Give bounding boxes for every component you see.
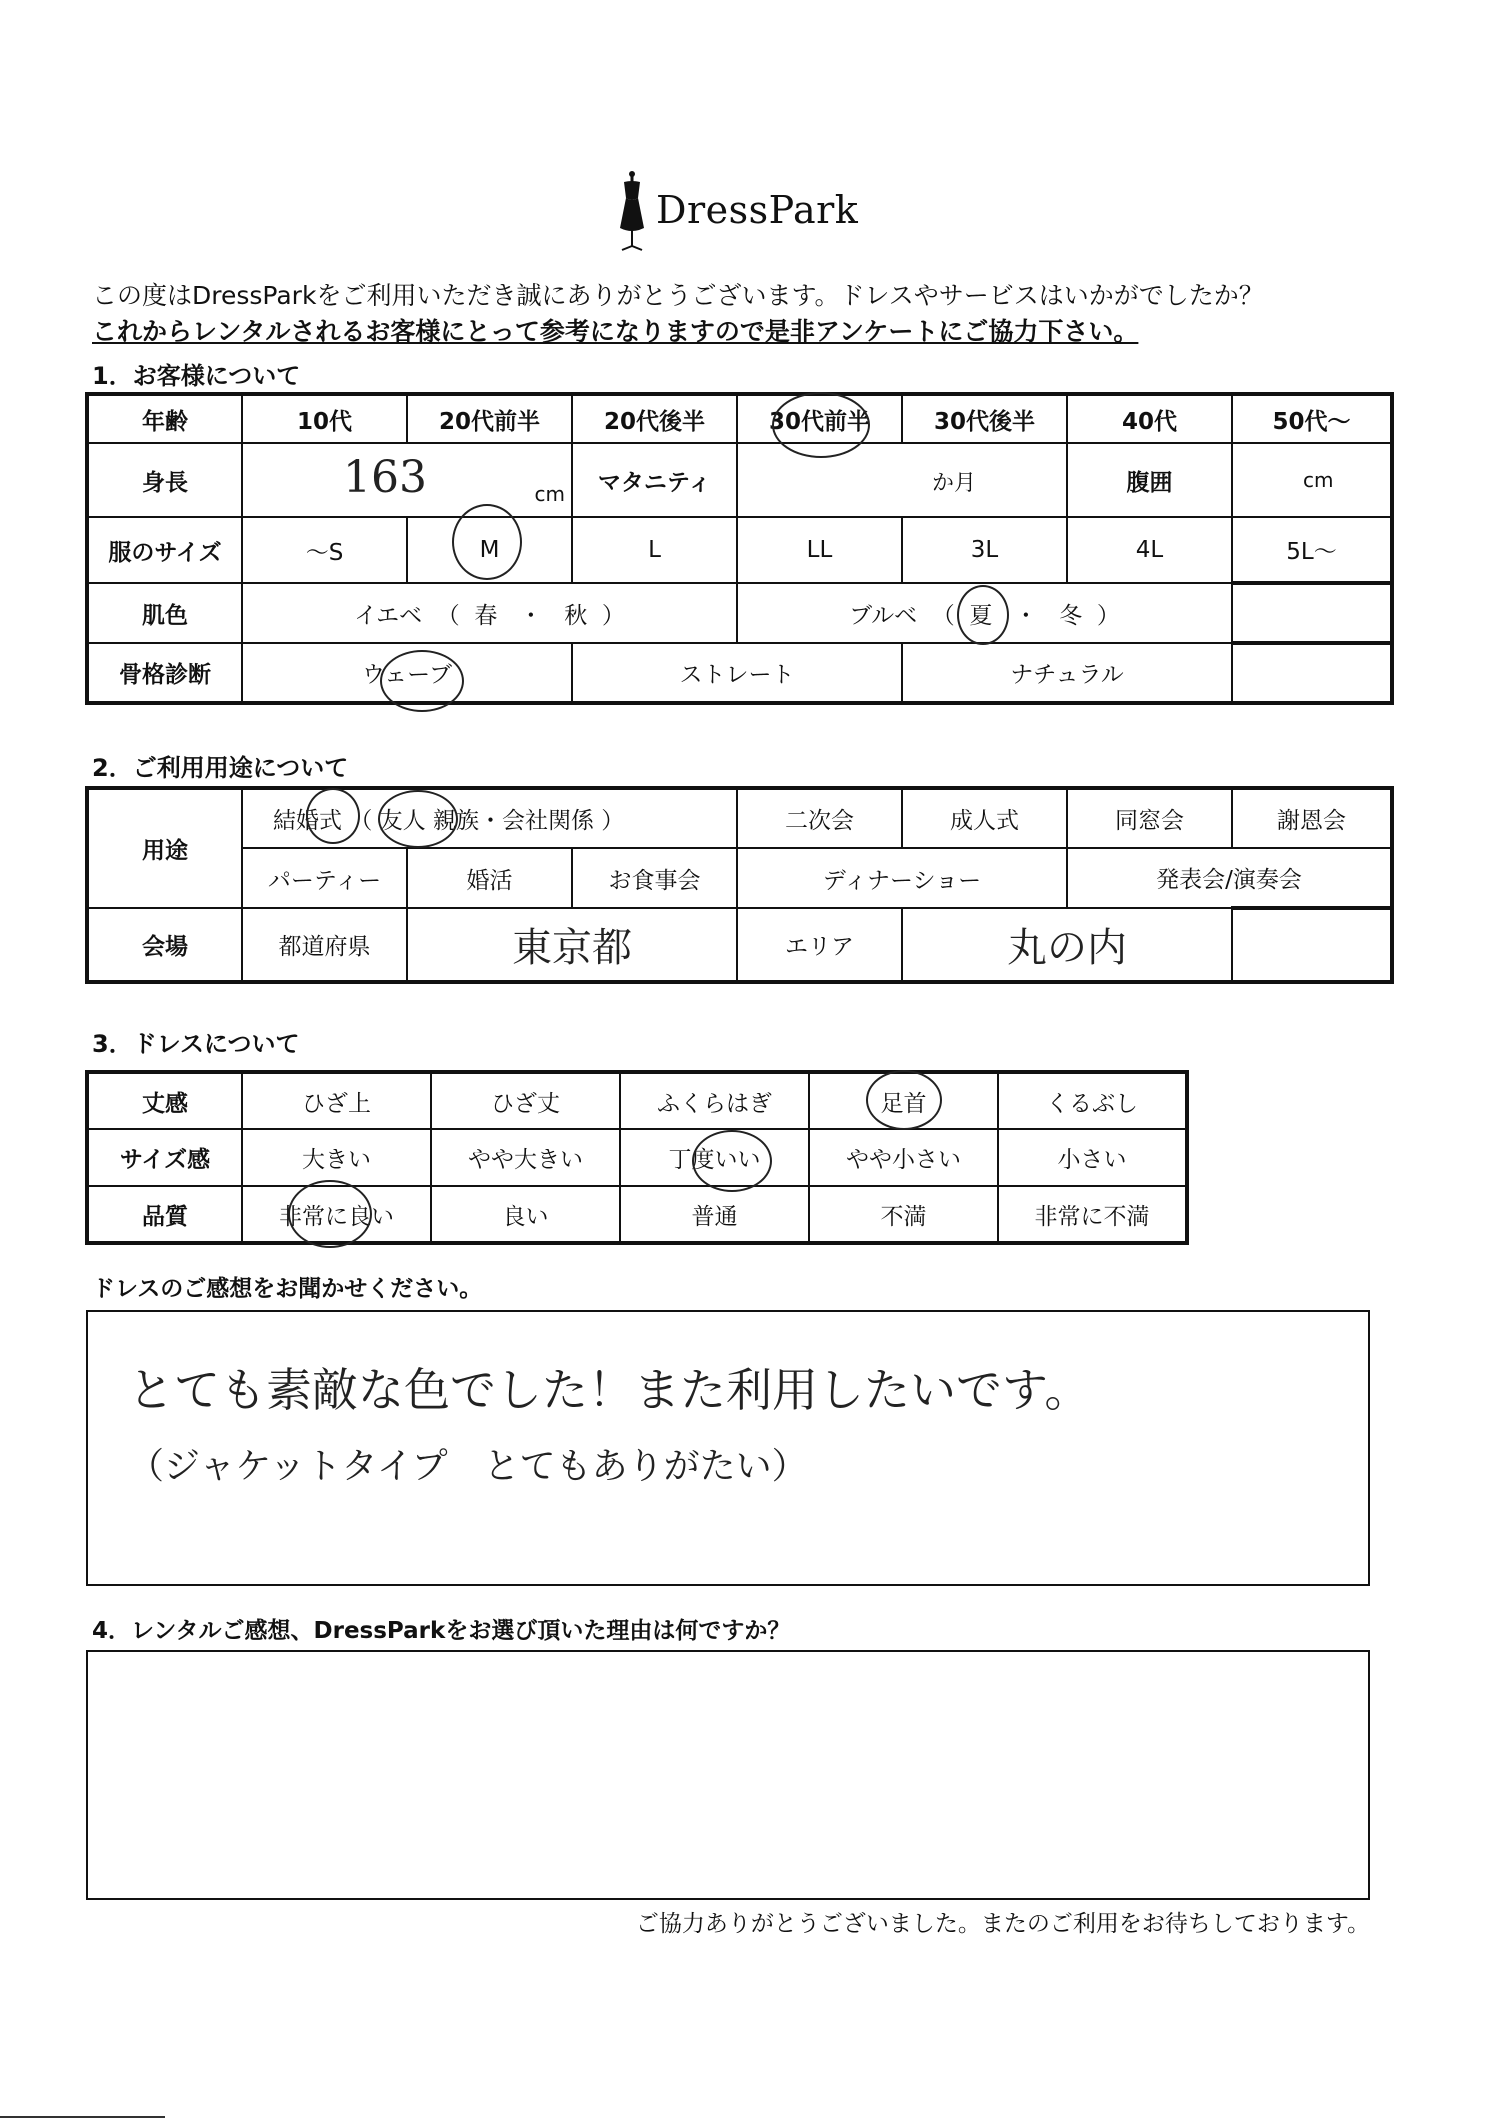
age-option-late-30s[interactable]: 30代後半 bbox=[902, 394, 1067, 443]
customer-table bbox=[85, 392, 1394, 705]
waist-field[interactable] bbox=[1232, 443, 1392, 517]
frame-option-wave[interactable]: ウェーブ bbox=[242, 643, 572, 703]
quality-option-poor[interactable]: 不満 bbox=[809, 1186, 998, 1243]
dress-comment-line-2: （ジャケットタイプ とてもありがたい） bbox=[128, 1446, 808, 1487]
skin-blue-separator: ・ bbox=[1014, 602, 1038, 629]
dress-comment-prompt: ドレスのご感想をお聞かせください。 bbox=[92, 1276, 483, 1302]
maternity-unit: か月 bbox=[931, 471, 976, 496]
venue-pref-value: 東京都 bbox=[512, 925, 632, 971]
venue-label: 会場 bbox=[87, 908, 242, 982]
rental-comment-box[interactable] bbox=[86, 1650, 1370, 1900]
usage-option-coming-of-age[interactable]: 成人式 bbox=[902, 788, 1067, 848]
skin-blue-close: ） bbox=[1096, 602, 1120, 629]
fit-option-large[interactable]: 大きい bbox=[242, 1129, 431, 1186]
quality-row bbox=[87, 1186, 1187, 1243]
usage-option-reunion[interactable]: 同窓会 bbox=[1067, 788, 1232, 848]
skin-label: 肌色 bbox=[87, 583, 242, 643]
fit-option-just-right[interactable]: 丁度いい bbox=[620, 1129, 809, 1186]
size-option-4l[interactable]: 4L bbox=[1067, 517, 1232, 583]
section-4-title: 4．レンタルご感想、DressParkをお選び頂いた理由は何ですか？ bbox=[92, 1618, 791, 1644]
age-option-40s[interactable]: 40代 bbox=[1067, 394, 1232, 443]
usage-option-party[interactable]: パーティー bbox=[242, 848, 407, 908]
usage-option-thank-you-party[interactable]: 謝恩会 bbox=[1232, 788, 1392, 848]
intro-line-2: これからレンタルされるお客様にとって参考になりますので是非アンケートにご協力下さい。 bbox=[92, 317, 1139, 346]
section-2-title: 2．ご利用用途について bbox=[92, 754, 349, 782]
age-option-50s-plus[interactable]: 50代～ bbox=[1232, 394, 1392, 443]
brand-logo bbox=[612, 168, 872, 252]
length-row bbox=[87, 1072, 1187, 1129]
quality-option-very-good[interactable]: 非常に良い bbox=[242, 1186, 431, 1243]
maternity-label: マタニティ bbox=[572, 443, 737, 517]
skin-row bbox=[87, 583, 1392, 643]
size-label: 服のサイズ bbox=[87, 517, 242, 583]
age-option-early-20s[interactable]: 20代前半 bbox=[407, 394, 572, 443]
usage-wedding-open: （ bbox=[349, 808, 373, 834]
age-option-late-20s[interactable]: 20代後半 bbox=[572, 394, 737, 443]
size-row bbox=[87, 517, 1392, 583]
frame-label: 骨格診断 bbox=[87, 643, 242, 703]
size-option-ll[interactable]: LL bbox=[737, 517, 902, 583]
length-option-below-ankle[interactable]: くるぶし bbox=[998, 1072, 1187, 1129]
length-option-above-knee[interactable]: ひざ上 bbox=[242, 1072, 431, 1129]
dress-comment-box[interactable] bbox=[86, 1310, 1370, 1586]
dress-comment-line-1: とても素敵な色でした！また利用したいです。 bbox=[128, 1363, 1091, 1417]
section-1-title: 1．お客様について bbox=[92, 362, 301, 390]
usage-option-recital[interactable]: 発表会/演奏会 bbox=[1067, 848, 1392, 908]
skin-yellow-open: （ bbox=[436, 602, 460, 629]
skin-option-winter[interactable]: 冬 bbox=[1059, 602, 1083, 629]
skin-yellow-options bbox=[242, 583, 737, 643]
skin-blue-options bbox=[737, 583, 1232, 643]
height-field[interactable] bbox=[242, 443, 572, 517]
skin-blue-open: （ bbox=[931, 602, 955, 629]
venue-area-label: エリア bbox=[737, 908, 902, 982]
fit-option-small[interactable]: 小さい bbox=[998, 1129, 1187, 1186]
fit-option-slightly-small[interactable]: やや小さい bbox=[809, 1129, 998, 1186]
skin-yellow-label: イエベ bbox=[354, 602, 423, 629]
venue-area-field[interactable] bbox=[902, 908, 1232, 982]
maternity-field[interactable] bbox=[737, 443, 1067, 517]
skin-yellow-separator: ・ bbox=[519, 602, 543, 629]
size-option-s[interactable]: ～S bbox=[242, 517, 407, 583]
section-3-title: 3．ドレスについて bbox=[92, 1030, 300, 1058]
venue-area-value: 丸の内 bbox=[1007, 925, 1127, 971]
age-option-early-30s[interactable]: 30代前半 bbox=[737, 394, 902, 443]
dress-form-icon bbox=[612, 168, 652, 252]
waist-label: 腹囲 bbox=[1067, 443, 1232, 517]
intro-line-1: この度はDressParkをご利用いただき誠にありがとうございます。ドレスやサービスはいかがでしたか？ bbox=[92, 281, 1264, 310]
usage-row-1 bbox=[87, 788, 1392, 848]
size-option-3l[interactable]: 3L bbox=[902, 517, 1067, 583]
fit-label: サイズ感 bbox=[87, 1129, 242, 1186]
frame-row bbox=[87, 643, 1392, 703]
skin-yellow-close: ） bbox=[601, 602, 625, 629]
bottom-rule bbox=[0, 2116, 165, 2118]
usage-option-konkatsu[interactable]: 婚活 bbox=[407, 848, 572, 908]
quality-label: 品質 bbox=[87, 1186, 242, 1243]
age-row bbox=[87, 394, 1392, 443]
quality-option-average[interactable]: 普通 bbox=[620, 1186, 809, 1243]
dress-table bbox=[85, 1070, 1189, 1245]
usage-wedding-close: ） bbox=[601, 808, 625, 834]
skin-blue-label: ブルベ bbox=[849, 602, 918, 629]
usage-wedding bbox=[242, 788, 737, 848]
footer-thanks: ご協力ありがとうございました。またのご利用をお待ちしております。 bbox=[635, 1911, 1370, 1937]
usage-label: 用途 bbox=[87, 788, 242, 908]
venue-pref-field[interactable] bbox=[407, 908, 737, 982]
usage-option-dinner-show[interactable]: ディナーショー bbox=[737, 848, 1067, 908]
frame-option-straight[interactable]: ストレート bbox=[572, 643, 902, 703]
usage-option-after-party[interactable]: 二次会 bbox=[737, 788, 902, 848]
brand-name: DressPark bbox=[656, 188, 859, 232]
usage-row-2 bbox=[87, 848, 1392, 908]
venue-pref-label: 都道府県 bbox=[242, 908, 407, 982]
age-option-10s[interactable]: 10代 bbox=[242, 394, 407, 443]
length-option-calf[interactable]: ふくらはぎ bbox=[620, 1072, 809, 1129]
length-option-knee[interactable]: ひざ丈 bbox=[431, 1072, 620, 1129]
quality-option-very-poor[interactable]: 非常に不満 bbox=[998, 1186, 1187, 1243]
fit-row bbox=[87, 1129, 1187, 1186]
venue-row bbox=[87, 908, 1392, 982]
usage-option-family-company[interactable]: 親族・会社関係 bbox=[432, 808, 594, 834]
usage-option-dinner[interactable]: お食事会 bbox=[572, 848, 737, 908]
usage-option-friend[interactable]: 友人 bbox=[379, 808, 426, 834]
skin-option-spring[interactable]: 春 bbox=[474, 602, 498, 629]
height-label: 身長 bbox=[87, 443, 242, 517]
fit-option-slightly-large[interactable]: やや大きい bbox=[431, 1129, 620, 1186]
size-option-l[interactable]: L bbox=[572, 517, 737, 583]
size-option-m[interactable]: M bbox=[407, 517, 572, 583]
usage-table bbox=[85, 786, 1394, 984]
size-option-5l[interactable]: 5L～ bbox=[1232, 517, 1392, 583]
age-label: 年齢 bbox=[87, 394, 242, 443]
height-unit: cm bbox=[534, 482, 565, 506]
usage-option-wedding[interactable]: 結婚式 bbox=[273, 808, 342, 834]
waist-unit: cm bbox=[1303, 468, 1334, 492]
frame-option-natural[interactable]: ナチュラル bbox=[902, 643, 1232, 703]
height-value: 163 bbox=[343, 452, 427, 503]
quality-option-good[interactable]: 良い bbox=[431, 1186, 620, 1243]
length-option-ankle[interactable]: 足首 bbox=[809, 1072, 998, 1129]
height-row bbox=[87, 443, 1392, 517]
skin-option-autumn[interactable]: 秋 bbox=[564, 602, 588, 629]
length-label: 丈感 bbox=[87, 1072, 242, 1129]
skin-option-summer[interactable]: 夏 bbox=[969, 602, 993, 629]
